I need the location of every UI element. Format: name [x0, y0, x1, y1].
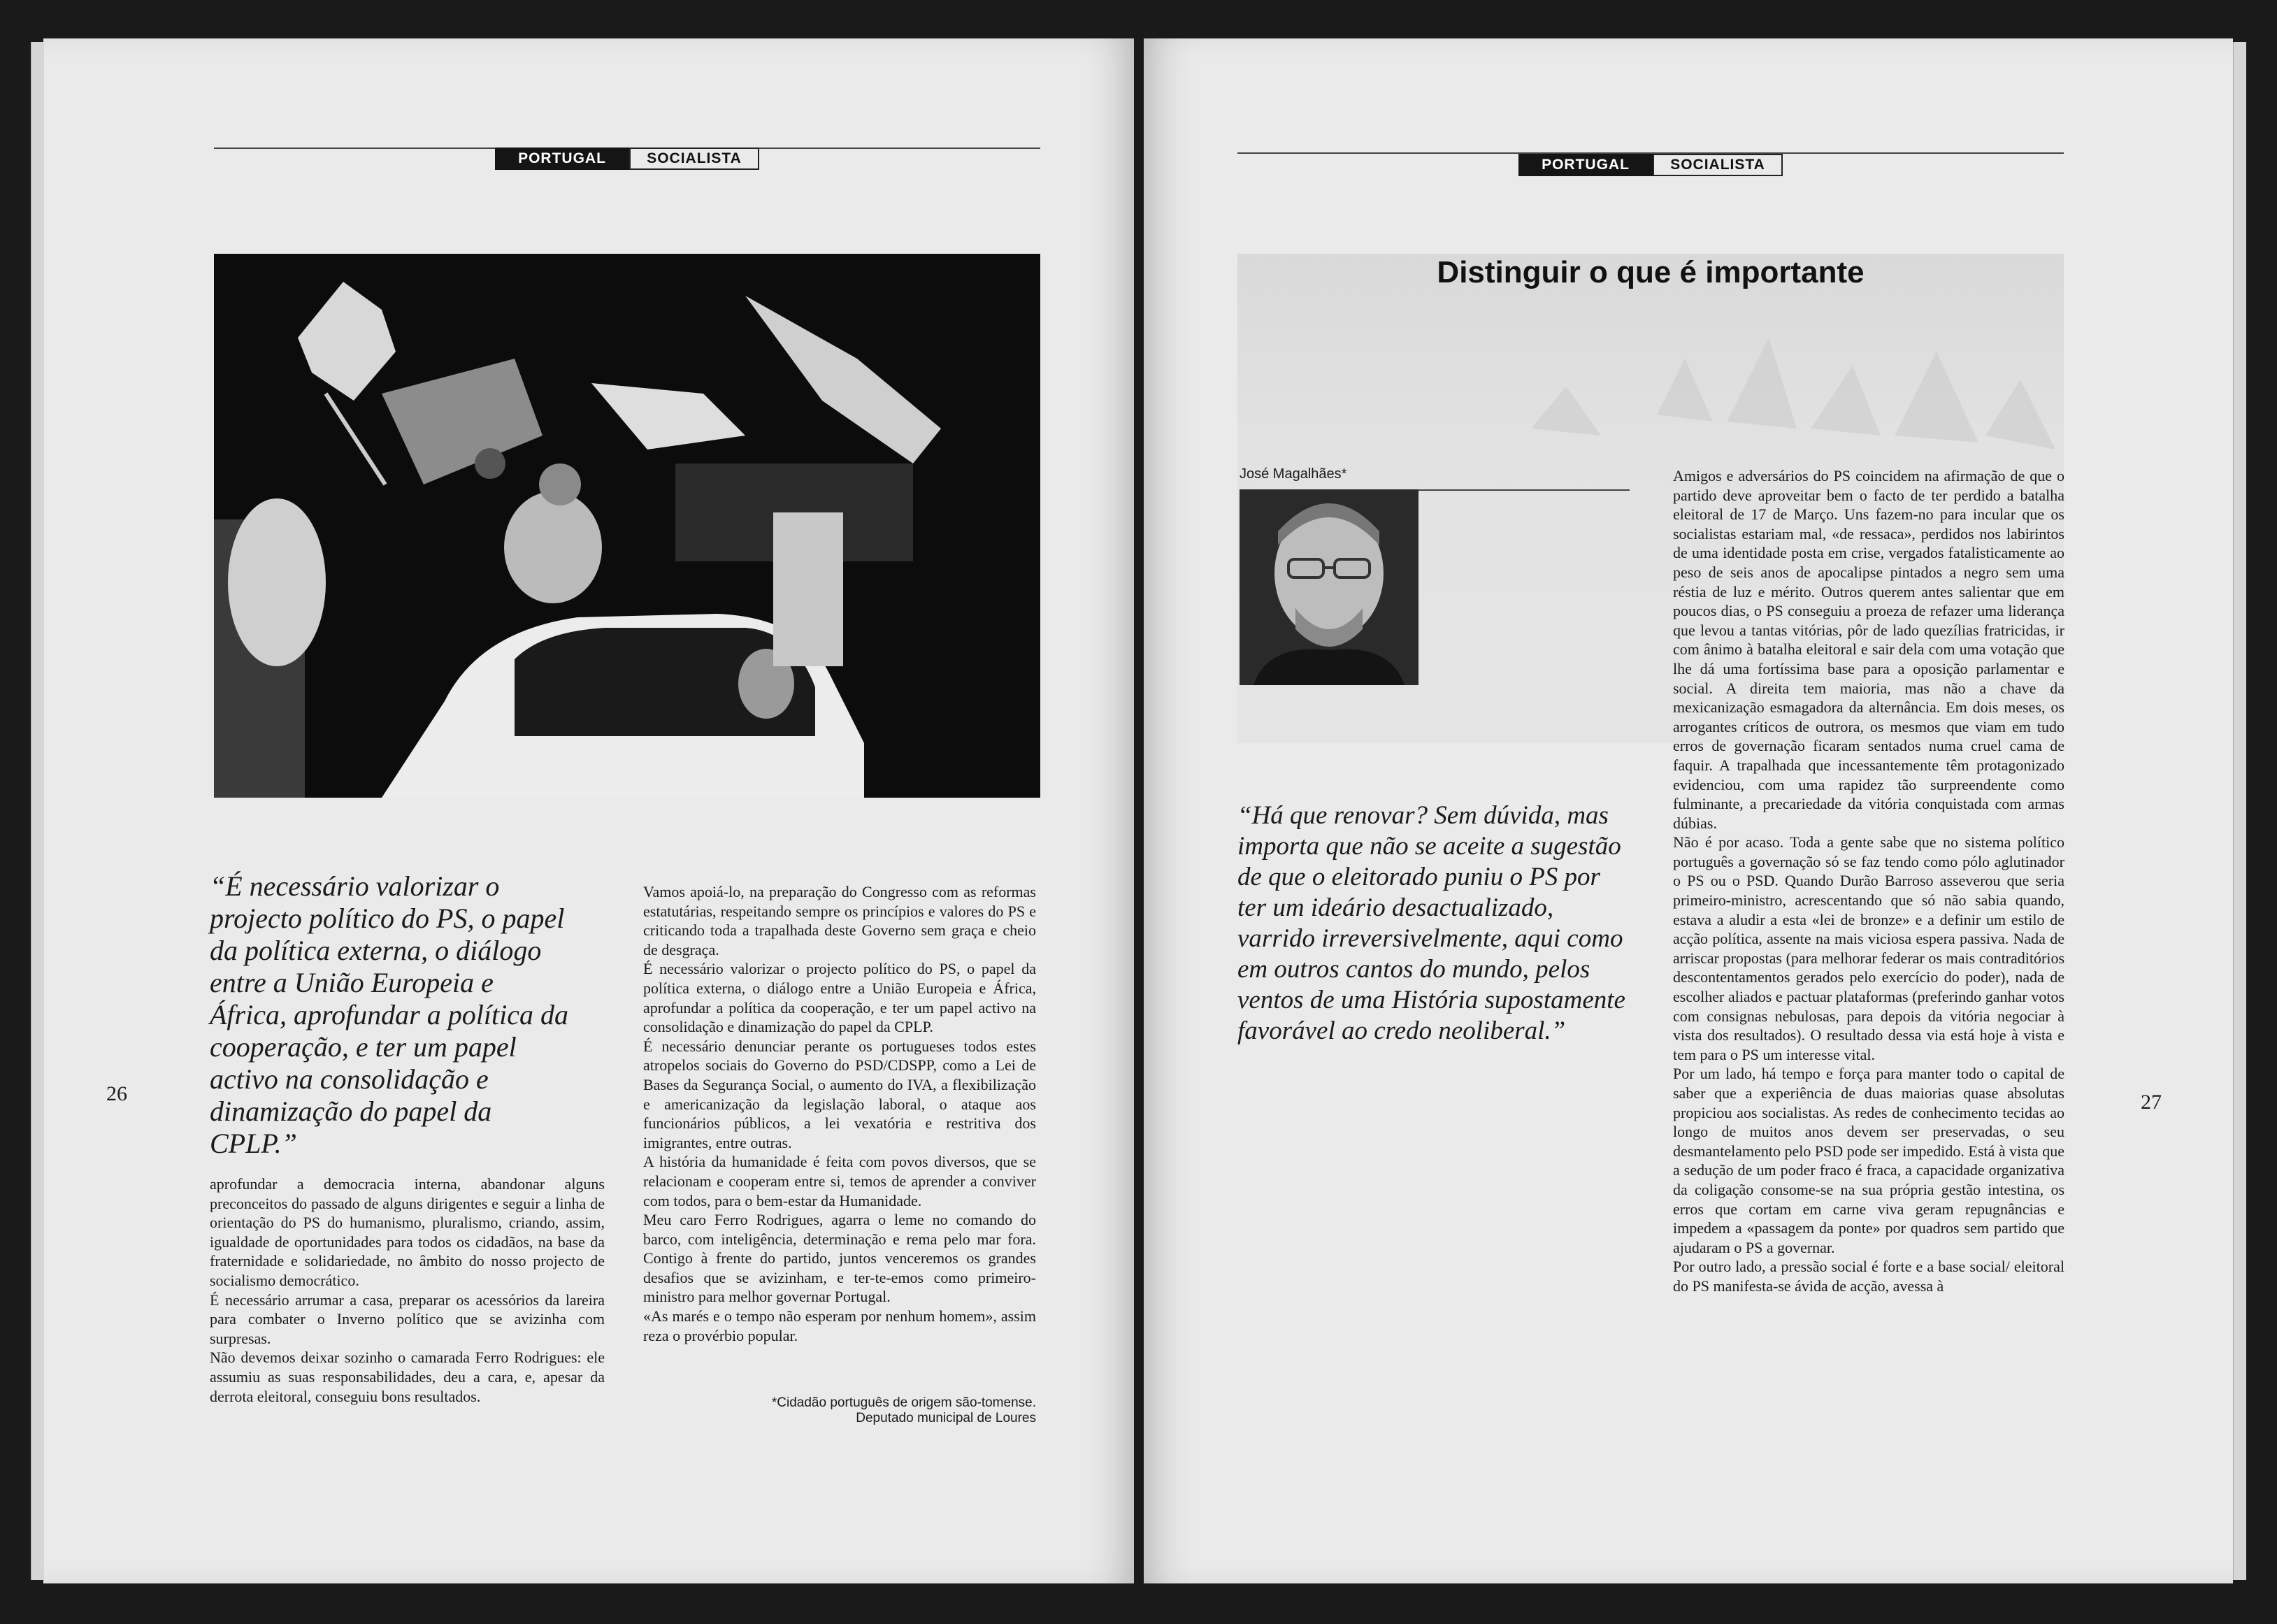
paragraph: Não é por acaso. Toda a gente sabe que no sistema político português a governação só se faz tendo como pólo aglutinador o PS ou o PSD. Quando Durão Barroso asseverou que seria primeiro-ministro, acrescentando que só não sabia quando, estava a aludir a esta «lei de bronze» e a definir um estilo de acção política, assente na mais viciosa espera passiva. Nada de arriscar propostas (para melhorar federar os mais contraditórios descontentamentos gerados pelo exercício do poder), nada de escolher aliados e pactuar plataformas (preferindo ganhar votos com consignas nebulosas, para depois da vitória negociar à vista dos resultados). O resultado dessa via está hoje à vista e tem para o PS um interesse vital.	[1673, 833, 2064, 1063]
paragraph: É necessário valorizar o projecto político do PS, o papel da política externa, o diálogo entre a União Europeia e África, aprofundar a política da cooperação, e ter um papel activo na consolidação e dinamização do papel da CPLP.	[643, 960, 1036, 1036]
celebration-photo-illustration	[214, 254, 1040, 798]
author-portrait	[1240, 489, 1418, 685]
paragraph: Não devemos deixar sozinho o camarada Ferro Rodrigues: ele assumiu as suas responsabilidades, deu a cara, e, apesar da derrota eleitoral, conseguiu bons resultados.	[210, 1349, 605, 1405]
paragraph: Por outro lado, a pressão social é forte e a base social/ eleitoral do PS manifesta-se ávida de acção, avessa à	[1673, 1258, 2064, 1295]
footnote-line: *Cidadão português de origem são-tomense.	[771, 1395, 1036, 1410]
pull-quote-left: “É necessário valorizar o projecto político do PS, o papel da política externa, o diálogo entre a União Europeia e África, aprofundar a política da cooperação, e ter um papel activo na consolidação e dinamização do papel da CPLP.”	[210, 870, 568, 1159]
right-page-stack-edge	[2233, 42, 2246, 1580]
masthead-portugal: PORTUGAL	[1518, 154, 1653, 176]
masthead-right	[1518, 154, 1783, 176]
author-name: José Magalhães*	[1240, 466, 1347, 482]
paragraph: É necessário arrumar a casa, preparar os acessórios da lareira para combater o Inverno político que se avizinha com surpresas.	[210, 1291, 605, 1347]
paragraph: É necessário denunciar perante os portugueses todos estes atropelos sociais do Governo do PSD/CDSPP, como a Lei de Bases da Segurança Social, o aumento do IVA, a flexibilização e americanização da legislação laboral, o ataque aos funcionários públicos, a lei vexatória e restritiva dos imigrantes, entre outras.	[643, 1037, 1036, 1151]
article-headline: Distinguir o que é importante	[1437, 255, 1865, 289]
masthead-socialista: SOCIALISTA	[1653, 154, 1783, 176]
footnote-line: Deputado municipal de Loures	[856, 1411, 1036, 1425]
left-column-1	[210, 1174, 605, 1406]
paragraph: aprofundar a democracia interna, abandonar alguns preconceitos do passado de alguns dirigentes e seguir a linha de orientação do PS do humanismo, pluralismo, criando, assim, igualdade de oportunidades para todos os cidadãos, na base da fraternidade e solidariedade, no âmbito do nosso projecto de socialismo democrático.	[210, 1175, 605, 1289]
page-number-left: 26	[106, 1082, 127, 1105]
author-footnote-left	[643, 1395, 1036, 1426]
paragraph: «As marés e o tempo não esperam por nenhum homem», assim reza o provérbio popular.	[643, 1307, 1036, 1344]
portrait-illustration	[1240, 489, 1418, 685]
paragraph: A história da humanidade é feita com povos diversos, que se relacionam e cooperam entre si, temos de aprender a conviver com todos, para o bem-estar da Humanidade.	[643, 1153, 1036, 1209]
masthead-left	[495, 148, 759, 170]
paragraph: Por um lado, há tempo e força para manter todo o capital de saber que a experiência de duas maiorias quase absolutas propiciou aos socialistas. As redes de conhecimento tecidas ao longo de muitos anos devem ser preservadas, o seu desmantelamento pelo PSD pode ser impedido. Está à vista que a sedução de um poder fraco é fraca, a capacidade organizativa da coligação consome-se na sua própria gestão intestina, os erros que cortam em carne viva geram repugnâncias e impedem a «passagem da ponte» por quadros sem partido que ajudaram o PS a governar.	[1673, 1065, 2064, 1256]
right-column	[1673, 466, 2064, 1296]
left-column-2	[643, 882, 1036, 1345]
masthead-socialista: SOCIALISTA	[629, 148, 759, 170]
paragraph: Amigos e adversários do PS coincidem na afirmação de que o partido deve aproveitar bem o facto de ter perdido a batalha eleitoral de 17 de Março. Uns fazem-no para incular que os socialistas estariam mal, «de ressaca», perdidos nos labirintos de uma identidade posta em crise, vergados fatalisticamente ao peso de seis anos de apocalipse pintados a negro sem uma réstia de luz e mérito. Outros querem antes salientar que em poucos dias, o PS conseguiu a proeza de refazer uma liderança que levou a tantas vitórias, pôr de lado quezílias fratricidas, ir com ânimo à batalha eleitoral e sair dela com uma votação que lhe dá uma fortíssima base para a oposição parlamentar e social. A direita tem maioria, mas não a chave da mexicanização esmagadora da alternância. Em dois meses, os arrogantes críticos de outrora, os mesmos que viam em tudo erros de governação ficaram sentados numa cruel cama de faquir. A trapalhada que incessantemente têm protagonizado evidenciou, com uma rapidez tão surpreendente como fulminante, a precariedade da vitória conquistada com armas dúbias.	[1673, 467, 2064, 832]
paragraph: Vamos apoiá-lo, na preparação do Congresso com as reformas estatutárias, respeitando sempre os princípios e valores do PS e criticando toda a trapalhada deste Governo sem graça e cheio de desgraça.	[643, 883, 1036, 958]
paragraph: Meu caro Ferro Rodrigues, agarra o leme no comando do barco, com inteligência, determinação e rema pelo mar fora. Contigo à frente do partido, juntos venceremos os grandes desafios que se avizinham, e ter-te-emos como primeiro-ministro para melhor governar Portugal.	[643, 1211, 1036, 1306]
masthead-portugal: PORTUGAL	[495, 148, 629, 170]
celebration-photo	[214, 254, 1040, 798]
pull-quote-right: “Há que renovar? Sem dúvida, mas importa que não se aceite a sugestão de que o eleitorado puniu o PS por ter um ideário desactualizado, varrido irreversivelmente, aqui como em outros cantos do mundo, pelos ventos de uma História supostamente favorável ao credo neoliberal.”	[1237, 801, 1625, 1045]
left-page-stack-edge	[31, 42, 44, 1580]
page-number-right: 27	[2141, 1091, 2162, 1114]
